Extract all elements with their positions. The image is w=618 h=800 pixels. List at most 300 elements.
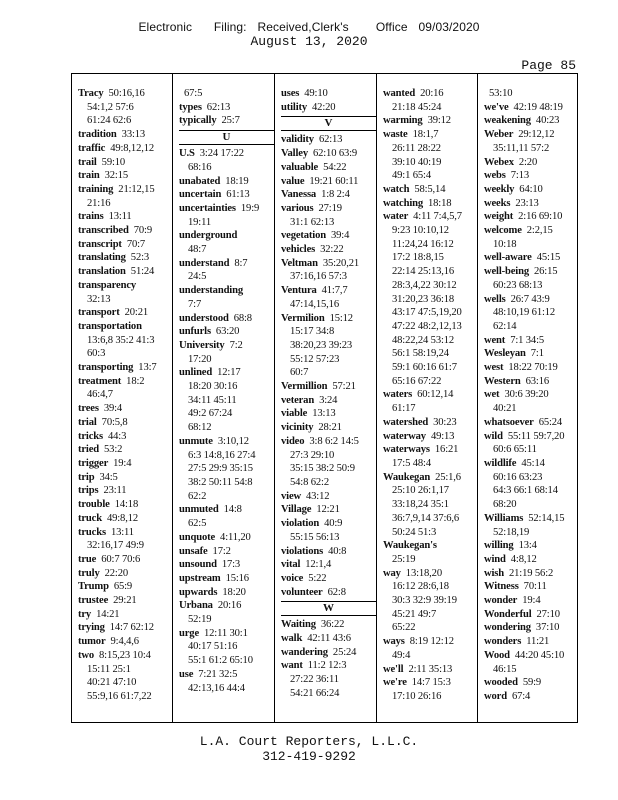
page-line-refs: 62:2 [188, 490, 207, 502]
index-entry [78, 567, 169, 581]
index-word: Waukegan's [383, 540, 437, 552]
page-line-refs: 55:11 59:7,20 [507, 430, 565, 442]
index-entry [281, 147, 373, 161]
index-entry [78, 471, 169, 485]
index-word: view [281, 490, 301, 502]
page-line-refs: 47:22 48:2,12,13 [392, 320, 462, 332]
index-word: upwards [179, 586, 218, 598]
page-line-refs: 7:2 [229, 339, 243, 351]
index-word: understand [179, 257, 230, 269]
index-entry [484, 580, 576, 594]
index-entry [78, 265, 169, 279]
page-line-refs: 14:7 15:3 [411, 677, 451, 689]
index-entry [281, 87, 373, 101]
index-word: translation [78, 266, 126, 278]
word-index-table [71, 73, 578, 723]
index-entry [78, 553, 169, 567]
page-line-refs: 40:21 [493, 403, 517, 415]
page-line-refs: 6:3 14:8,16 27:4 [188, 449, 256, 461]
page-line-refs: 13:13 [312, 408, 336, 420]
index-word: Vermillion [281, 381, 328, 393]
page-line-refs: 13:11 [110, 526, 134, 538]
index-column-3 [274, 74, 376, 722]
index-entry [179, 175, 271, 189]
index-entry [78, 430, 169, 444]
index-word: trigger [78, 457, 109, 469]
index-entry [179, 627, 271, 668]
index-entry [78, 251, 169, 265]
page-line-refs: 30:6 39:20 [504, 389, 549, 401]
page-line-refs: 48:10,19 61:12 [493, 307, 556, 319]
index-entry [281, 133, 373, 147]
index-word: way [383, 567, 401, 579]
index-entry [484, 361, 576, 375]
page-line-refs: 27:3 29:10 [290, 449, 335, 461]
page-line-refs: 70:9 [133, 225, 152, 237]
page-line-refs: 28:21 [318, 422, 342, 434]
page-line-refs: 25:1,6 [435, 471, 461, 483]
index-word: uses [281, 88, 300, 99]
index-word: wanted [383, 88, 416, 99]
index-entry [383, 443, 474, 470]
index-word: utility [281, 101, 308, 113]
index-word: valuable [281, 161, 319, 173]
page-line-refs: 20:16 [217, 600, 242, 612]
index-entry [383, 663, 474, 677]
index-word: trees [78, 403, 99, 415]
index-word: truck [78, 512, 102, 524]
page-line-refs: 65:16 67:22 [392, 375, 442, 387]
page-line-refs: 60:23 68:13 [493, 279, 543, 291]
index-entry [78, 594, 169, 608]
page-line-refs: 34:5 [99, 471, 118, 483]
index-entry [78, 621, 169, 635]
filing-header [0, 20, 618, 49]
index-word: watching [383, 197, 424, 209]
page-line-refs: 40:9 [324, 518, 343, 530]
index-word: willing [484, 540, 514, 552]
index-entry [281, 161, 373, 175]
page-line-refs: 52:3 [130, 252, 150, 264]
index-entry [484, 635, 576, 649]
index-entry [78, 608, 169, 622]
index-word: Wesleyan [484, 348, 526, 360]
index-entry [179, 257, 271, 284]
index-word: want [281, 660, 303, 672]
page-line-refs: 27:22 36:11 [290, 674, 339, 686]
page-line-refs: 32:16,17 49:9 [87, 540, 144, 552]
index-entry [78, 498, 169, 512]
page-line-refs: 8:15,23 10:4 [99, 649, 151, 661]
index-word: violation [281, 518, 320, 530]
index-column-4 [376, 74, 477, 722]
page-line-refs: 15:12 [329, 312, 353, 324]
index-entry [179, 114, 271, 128]
index-word: transparency [78, 279, 137, 291]
index-entry [484, 512, 576, 539]
index-word: train [78, 170, 100, 182]
index-entry [383, 676, 474, 703]
index-entry [383, 388, 474, 415]
index-word: Tracy [78, 88, 104, 99]
page-line-refs: 13:4 [518, 540, 537, 552]
index-word: urge [179, 627, 199, 639]
page-line-refs: 25:19 [392, 553, 416, 565]
index-word: value [281, 175, 305, 187]
page-line-refs: 23:11 [103, 485, 127, 497]
page-line-refs: 29:21 [113, 595, 137, 607]
page-line-refs: 56:1 58:19,24 [392, 348, 449, 360]
index-entry [383, 128, 474, 183]
page-line-refs: 3:10,12 [217, 435, 249, 447]
index-word: tried [78, 444, 100, 456]
page-line-refs: 65:24 [538, 416, 563, 428]
index-entry [78, 580, 169, 594]
page-line-refs: 26:7 43:9 [510, 293, 550, 305]
page-line-refs: 12:11 30:1 [204, 627, 248, 639]
index-entry [78, 279, 169, 306]
page-line-refs: 51:24 [130, 266, 155, 278]
index-word: Wonderful [484, 608, 532, 620]
page-line-refs: 42:11 43:6 [307, 633, 351, 645]
index-entry [484, 169, 576, 183]
section-letter-heading: V [281, 116, 376, 131]
page-line-refs: 68:16 [188, 161, 212, 173]
index-entry [281, 284, 373, 311]
page-line-refs: 33:18,24 35:1 [392, 499, 449, 511]
index-word: Wood [484, 649, 510, 661]
page-line-refs: 35:20,21 [322, 257, 360, 269]
index-word: Trump [78, 581, 109, 593]
page-line-refs: 32:22 [320, 244, 344, 256]
index-word: warming [383, 115, 423, 127]
index-entry [78, 306, 169, 320]
page-line-refs: 11:21 [526, 636, 550, 648]
page-line-refs: 1:8 2:4 [321, 189, 350, 201]
page-line-refs: 10:18 [493, 238, 517, 250]
page-line-refs: 8:19 12:12 [409, 636, 454, 648]
page-line-refs: 39:4 [103, 403, 123, 415]
page-line-refs: 48:22,24 53:12 [392, 334, 455, 346]
index-entry [281, 618, 373, 632]
page-line-refs: 59:10 [101, 156, 126, 168]
index-entry [78, 416, 169, 430]
index-word: Weber [484, 129, 514, 141]
page-line-refs: 55:15 56:13 [290, 531, 340, 543]
index-word: uncertain [179, 189, 222, 201]
index-entry [78, 320, 169, 361]
index-column-1 [72, 74, 172, 722]
index-entry [383, 210, 474, 388]
index-entry [78, 169, 169, 183]
index-word: weakening [484, 115, 531, 127]
page-line-refs: 50:24 51:3 [392, 526, 437, 538]
page-line-refs: 19:4 [113, 457, 132, 469]
page-line-refs: 63:16 [525, 375, 549, 387]
index-word: Waukegan [383, 471, 431, 483]
page-line-refs: 3:8 6:2 14:5 [309, 435, 359, 447]
index-entry [383, 430, 474, 444]
index-word: webs [484, 170, 506, 182]
page-line-refs: 55:1 61:2 65:10 [188, 655, 253, 667]
page-line-refs: 31:1 62:13 [290, 216, 335, 228]
index-word: weight [484, 211, 514, 223]
index-column-5 [477, 74, 579, 722]
index-entry [281, 407, 373, 421]
index-word: training [78, 183, 114, 195]
index-word: tricks [78, 430, 103, 442]
index-entry [484, 649, 576, 676]
page-line-refs: 33:13 [121, 129, 146, 141]
page-line-refs: 45:21 49:7 [392, 608, 437, 620]
page-line-refs: 18:19 [225, 175, 249, 187]
index-word: veteran [281, 394, 315, 406]
index-word: vital [281, 559, 301, 571]
page-line-refs: 63:20 [215, 326, 240, 338]
page-line-refs: 53:2 [104, 444, 123, 456]
page-line-refs: 46:4,7 [87, 389, 113, 401]
page-line-refs: 17:2 18:8,15 [392, 252, 444, 264]
page-line-refs: 30:23 [433, 416, 457, 428]
page-line-refs: 64:10 [519, 183, 543, 195]
page-line-refs: 28:3,4,22 30:12 [392, 279, 457, 291]
page-footer [0, 734, 618, 764]
index-word: Vermilion [281, 312, 325, 324]
page-line-refs: 27:19 [318, 202, 342, 214]
page-line-refs: 15:17 34:8 [290, 326, 335, 338]
page-line-refs: 29:12,12 [518, 129, 555, 141]
page-line-refs: 39:12 [427, 115, 451, 127]
page-line-refs: 17:3 [221, 559, 241, 571]
page-line-refs: 70:5,8 [101, 416, 128, 428]
page-line-refs: 40:17 51:16 [188, 641, 238, 653]
index-word: transport [78, 307, 120, 319]
index-entry [78, 238, 169, 252]
index-entry [281, 646, 373, 660]
page-line-refs: 36:7,9,14 37:6,6 [392, 512, 460, 524]
page-line-refs: 18:2 [126, 375, 145, 387]
index-entry [78, 361, 169, 375]
page-line-refs: 4:11,20 [220, 531, 251, 543]
index-entry [78, 375, 169, 402]
index-word: wells [484, 293, 506, 305]
index-entry [179, 586, 271, 600]
index-entry [281, 659, 373, 700]
page-line-refs: 12:1,4 [305, 559, 332, 571]
page-line-refs: 62:8 [327, 586, 346, 598]
page-line-refs: 2:20 [518, 156, 538, 168]
index-entry [78, 402, 169, 416]
index-entry [484, 567, 576, 581]
page-line-refs: 35:15 38:2 50:9 [290, 463, 355, 475]
index-entry [179, 188, 271, 202]
page-line-refs: 59:9 [522, 677, 542, 689]
index-word: watershed [383, 416, 429, 428]
index-entry [484, 676, 576, 690]
index-word: word [484, 690, 507, 702]
page-line-refs: 38:20,23 39:23 [290, 339, 353, 351]
reporter-company: L.A. Court Reporters, L.L.C. [199, 734, 419, 749]
index-word: walk [281, 633, 303, 645]
page-line-refs: 26:11 28:22 [392, 142, 441, 154]
page-line-refs: 2:11 35:13 [408, 663, 453, 675]
index-word: treatment [78, 375, 122, 387]
page-line-refs: 62:14 [493, 320, 517, 332]
index-word: trucks [78, 526, 106, 538]
index-entry [78, 142, 169, 156]
page-line-refs: 54:22 [323, 161, 347, 173]
index-word: underground [179, 230, 238, 242]
index-entry [179, 312, 271, 326]
index-entry [484, 594, 576, 608]
index-word: transcript [78, 238, 122, 250]
index-entry [484, 375, 576, 389]
index-entry [281, 558, 373, 572]
index-entry [179, 325, 271, 339]
index-entry [484, 101, 576, 115]
index-entry [78, 443, 169, 457]
page-line-refs: 19:4 [522, 595, 541, 607]
index-entry [78, 512, 169, 526]
index-column-2 [172, 74, 274, 722]
index-word: trustee [78, 595, 109, 607]
page-line-refs: 5:22 [308, 572, 327, 584]
page-line-refs: 23:13 [515, 197, 539, 209]
page-line-refs: 65:9 [113, 581, 133, 593]
index-entry [281, 632, 373, 646]
index-entry [484, 197, 576, 211]
index-entry [484, 347, 576, 361]
index-word: west [484, 362, 504, 374]
index-entry [179, 545, 271, 559]
page-line-refs: 16:12 28:6,18 [392, 581, 449, 593]
index-word: two [78, 649, 95, 661]
page-line-refs: 59:1 60:16 61:7 [392, 362, 457, 374]
index-entry [78, 183, 169, 210]
page-line-refs: 26:15 [534, 266, 558, 278]
page-line-refs: 7:13 [510, 170, 530, 182]
page-line-refs: 9:4,4,6 [110, 636, 139, 648]
page-line-refs: 13:18,20 [405, 567, 442, 579]
index-entry [281, 421, 373, 435]
page-line-refs: 22:20 [104, 567, 129, 579]
index-entry [484, 183, 576, 197]
index-entry [484, 416, 576, 430]
index-entry [484, 430, 576, 457]
page-line-refs: 60:3 [87, 348, 106, 360]
index-word: transporting [78, 362, 134, 374]
index-word: water [383, 211, 409, 223]
index-entry [281, 572, 373, 586]
page-line-refs: 20:16 [420, 88, 444, 99]
index-word: transportation [78, 320, 142, 332]
index-word: Waiting [281, 619, 316, 631]
index-entry [78, 635, 169, 649]
page-line-refs: 45:15 [536, 252, 561, 264]
page-line-refs: 43:17 47:5,19,20 [392, 307, 462, 319]
index-word: Veltman [281, 257, 318, 269]
page-line-refs: 62:10 63:9 [312, 148, 358, 160]
page-line-refs: 19:11 [188, 216, 211, 228]
index-word: wandering [281, 646, 328, 658]
page-line-refs: 70:7 [126, 238, 146, 250]
page-line-refs: 42:20 [312, 101, 336, 113]
index-word: uncertainties [179, 202, 236, 214]
index-entry [179, 668, 271, 695]
index-word: U.S [179, 148, 195, 160]
index-word: watch [383, 183, 410, 195]
index-word: wonder [484, 595, 518, 607]
index-word: wooded [484, 677, 518, 689]
page-line-refs: 30:3 32:9 39:19 [392, 595, 457, 607]
page-line-refs: 40:21 47:10 [87, 677, 137, 689]
index-word: Valley [281, 148, 308, 160]
page-line-refs: 38:2 50:11 54:8 [188, 476, 253, 488]
index-word: types [179, 101, 202, 113]
page-line-refs: 13:7 [138, 362, 157, 374]
page-line-refs: 39:4 [330, 230, 350, 242]
index-entry [281, 312, 373, 381]
page-line-refs: 21:19 56:2 [509, 567, 554, 579]
index-entry [484, 210, 576, 224]
page-line-refs: 62:13 [318, 134, 343, 146]
index-word: unmute [179, 435, 213, 447]
index-word: volunteer [281, 586, 323, 598]
index-entry [179, 366, 271, 435]
index-word: use [179, 668, 194, 680]
index-word: wondering [484, 622, 531, 634]
page-line-refs: 17:10 26:16 [392, 690, 442, 702]
index-entry [484, 388, 576, 415]
page-line-refs: 18:20 30:16 [188, 381, 238, 393]
index-entry [383, 567, 474, 636]
index-word: unfurls [179, 326, 211, 338]
index-entry [383, 197, 474, 211]
page-line-refs: 4:11 7:4,5,7 [413, 211, 462, 223]
page-line-refs: 61:24 62:6 [87, 115, 132, 127]
page-line-refs: 18:1,7 [412, 129, 439, 141]
index-word: transcribed [78, 225, 129, 237]
index-word: trial [78, 416, 97, 428]
index-entry [179, 202, 271, 229]
index-entry [78, 484, 169, 498]
page-line-refs: 14:7 62:12 [109, 622, 154, 634]
page-line-refs: 46:15 [493, 663, 517, 675]
page-line-refs: 9:23 10:10,12 [392, 225, 449, 237]
index-word: trail [78, 156, 97, 168]
index-word: well-being [484, 266, 529, 278]
index-entry [484, 334, 576, 348]
index-entry [484, 608, 576, 622]
index-word: upstream [179, 572, 221, 584]
page-line-refs: 17:20 [188, 353, 212, 365]
page-line-refs: 49:4 [392, 649, 411, 661]
page-line-refs: 47:14,15,16 [290, 298, 339, 310]
index-word: true [78, 553, 97, 565]
page-line-refs: 52:14,15 [528, 512, 565, 524]
index-word: tradition [78, 129, 117, 141]
page-line-refs: 11:24,24 16:12 [392, 238, 454, 250]
index-entry [78, 128, 169, 142]
index-word: waterway [383, 430, 426, 442]
index-entry [179, 147, 271, 174]
index-word: trying [78, 622, 105, 634]
index-entry [281, 175, 373, 189]
index-word: trouble [78, 499, 110, 511]
filing-stamp: Electronic Filing: Received,Clerk's Office 09/03/2020 [138, 20, 480, 34]
page-line-refs: 67:5 [184, 88, 203, 99]
page-line-refs: 34:11 45:11 [188, 394, 237, 406]
